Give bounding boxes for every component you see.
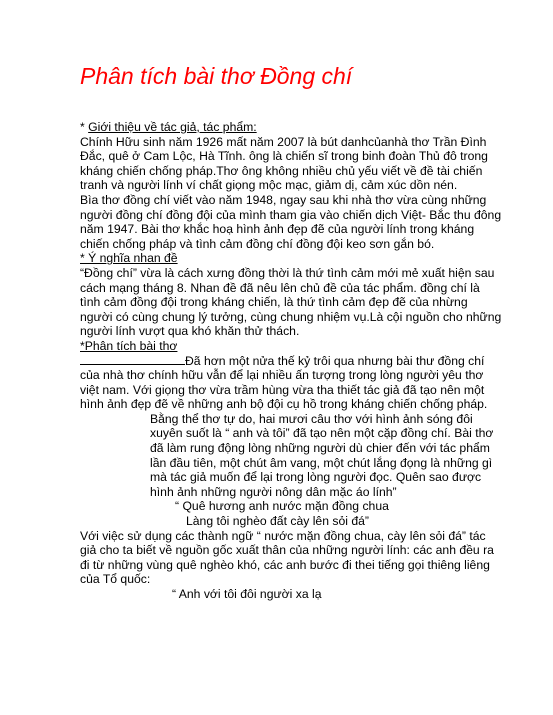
paragraph-analysis-intro-text: Đã hơn một nửa thế kỷ trôi qua nhưng bài thư đồng chí của nhà thơ chính hữu vẫn để lại nhiều ấn tượng trong lòng người yêu thơ việt nam. Với giọng thơ vừa trầm hùng vừa tha thiết tác giả đã tạo nên một hình ảnh đẹp đẽ về những anh bộ đội cụ hồ trong kháng chiến chống pháp. xyxy=(80,353,488,412)
paragraph-free-verse: Bằng thể thơ tự do, hai mươi câu thơ với hình ảnh sóng đôi xuyên suốt là “ anh và tôi” đã tạo nên một cặp đồng chí. Bài thơ đã làm rung động lòng những người dù chier đến với tác phẩm lần đầu tiên, một chút âm vang, một chút lắng đọng là những gì mà tác giả muốn để lại trong lòng người đọc. Quên sao được hình ảnh những người nông dân mặc áo lính” xyxy=(150,411,494,499)
verse-line-2: Làng tôi nghèo đất cày lên sỏi đá” xyxy=(186,514,369,529)
bullet-prefix: * xyxy=(80,120,89,134)
verse-line-3: “ Anh với tôi đôi người xa lạ xyxy=(172,587,322,601)
section-heading-intro xyxy=(80,120,503,135)
document-title: Phân tích bài thơ Đồng chí xyxy=(80,63,353,89)
section-heading-intro-text: Giới thiệu về tác giả, tác phẩm: xyxy=(88,120,257,134)
underline-rule xyxy=(80,354,185,365)
paragraph-author: Chính Hữu sinh năm 1926 mất năm 2007 là bút danhcủanhà thơ Trần Đình Đắc, quê ở Cam Lộc, Hà Tĩnh. ông là chiến sĩ trong binh đoàn Thủ đô trong kháng chiến chống pháp.Thơ ông không nhiều chủ yếu viết về đề tài chiến tranh và người lính ví chất giọng mộc mạc, giảm dị, cảm xúc dồn nén. xyxy=(80,134,488,193)
section-heading-title-meaning: * Ý nghĩa nhan đề xyxy=(80,251,178,266)
verse-line-1: “ Quê hương anh nước mặn đồng chua xyxy=(175,499,389,514)
paragraph-analysis-intro xyxy=(80,354,503,412)
document-body xyxy=(80,120,503,602)
paragraph-title-meaning: “Đồng chí” vừa là cách xưng đồng thời là thứ tình cảm mới mẻ xuất hiện sau cách mạng tháng 8. Nhan đề đã nêu lên chủ đề của tác phẩm. đồng chí là tình cảm đồng đội trong kháng chiến, là thứ tình cảm đẹp đẽ của nhừng người có cùng chung lý tưởng, cùng chung nhiệm vụ.Là cội nguồn cho những người lính vượt qua khó khăn thử thách. xyxy=(80,265,502,339)
section-heading-analysis: *Phân tích bài thơ xyxy=(80,338,178,353)
paragraph-idioms: Với việc sử dụng các thành ngữ “ nước mặn đồng chua, cày lên sỏi đá” tác giả cho ta biết về nguồn gốc xuất thân của những người lính: các anh đều ra đi từ những vùng quê nghèo khó, các anh bước đi thei tiếng gọi thiêng liêng của Tổ quốc: xyxy=(80,528,494,587)
paragraph-poem-context: Bìa thơ đồng chí viết vào năm 1948, ngay sau khi nhà thơ vừa cùng những người đồng chí đồng đội của mình tham gia vào chiến dịch Việt- Bắc thu đông năm 1947. Bài thơ khắc hoạ hình ảnh đẹp đẽ của người lính trong kháng chiến chống pháp và tình cảm đồng chí đồng đội keo sơn gắn bó. xyxy=(80,192,502,251)
